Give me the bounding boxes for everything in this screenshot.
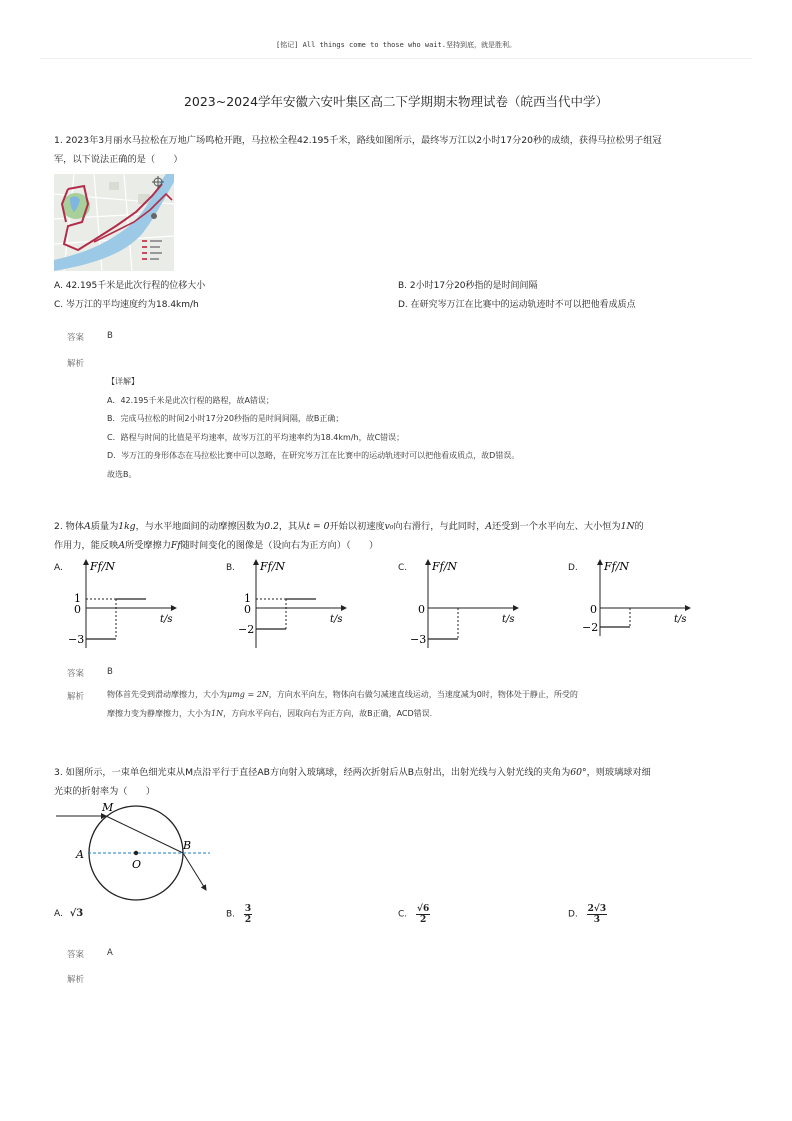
q1-stem-line2: 军，以下说法正确的是（ ） <box>54 154 183 165</box>
q2-graph-c-y-axis-label: Ff/N <box>432 560 458 573</box>
q1-detail-line: D．岑万江的身形体态在马拉松比赛中可以忽略，在研究岑万江在比赛中的运动轨迹时可以把他看成质点，故D错误。 <box>107 451 520 460</box>
q1-analysis-label: 解析 <box>67 359 85 369</box>
q1-option-d[interactable]: D. 在研究岑万江在比赛中的运动轨迹时不可以把他看成质点 <box>398 300 636 310</box>
q3-label-b: B <box>183 839 192 852</box>
q2-analysis-line1: 物体首先受到滑动摩擦力，大小为μmg = 2N，方向水平向左，物体向右做匀减速直线运动，当速度减为0时，物体处于静止，所受的 <box>107 690 578 699</box>
q1-detail-line: 故选B。 <box>107 469 137 479</box>
q1-stem-line1: 1. 2023年3月丽水马拉松在万地广场鸣枪开跑，马拉松全程42.195千米，路线如图所示，最终岑万江以2小时17分20秒的成绩，获得马拉松男子组冠 <box>54 135 662 146</box>
q3-option-b[interactable]: B. $\frac{3}{2}$ <box>226 904 252 925</box>
q2-graph-d-x-axis-label: t/s <box>674 614 687 625</box>
q2-graph-a-x-axis-label: t/s <box>160 614 173 625</box>
q2-graph-d-tick-zero: 0 <box>590 603 597 616</box>
q2-graph-a-tick-zero: 0 <box>74 603 81 616</box>
q3-option-a[interactable]: A. √3 <box>54 908 84 919</box>
q3-option-d-fraction: $\frac{2√3}{3}$ <box>587 904 607 925</box>
q2-graph-a-tick-neg: −3 <box>68 633 85 646</box>
q3-stem-line2: 光束的折射率为（ ） <box>54 786 156 797</box>
q2-answer-value: B <box>107 667 113 677</box>
q1-marathon-map-image <box>54 174 174 271</box>
q2-graph-b-y-axis-label: Ff/N <box>260 560 286 573</box>
q1-answer-label: 答案 <box>67 333 85 343</box>
q1-option-a[interactable]: A. 42.195千米是此次行程的位移大小 <box>54 281 206 291</box>
q2-graph-d-y-axis-label: Ff/N <box>604 560 630 573</box>
q2-graph-a-tick-pos: 1 <box>74 592 81 605</box>
q2-graph-d-tick-neg: −2 <box>582 621 599 634</box>
q2-graph-b <box>240 556 352 652</box>
q3-option-c-fraction: $\frac{√6}{2}$ <box>417 904 430 925</box>
q3-stem <box>54 763 754 801</box>
q2-option-c[interactable]: C. <box>398 563 408 573</box>
q1-detail <box>107 373 747 484</box>
q2-analysis-label: 解析 <box>67 692 85 702</box>
page-title: 2023~2024学年安徽六安叶集区高二下学期期末物理试卷（皖西当代中学） <box>183 94 609 109</box>
q2-analysis <box>107 686 747 723</box>
q2-graph-c-x-axis-label: t/s <box>502 614 515 625</box>
q3-option-d[interactable]: D. $\frac{2√3}{3}$ <box>568 904 607 925</box>
q2-option-b[interactable]: B. <box>226 563 236 573</box>
q2-stem <box>54 517 754 555</box>
q1-option-c[interactable]: C. 岑万江的平均速度约为18.4km/h <box>54 300 199 310</box>
q3-glass-sphere-diagram <box>54 800 214 902</box>
q2-stem-line1: 2. 物体A质量为1kg，与水平地面间的动摩擦因数为0.2，其从t = 0开始以初速度v₀向右滑行，与此同时，A还受到一个水平向左、大小恒为1N的 <box>54 521 644 532</box>
q1-detail-line: B．完成马拉松的时间2小时17分20秒指的是时间间隔，故B正确； <box>107 414 344 423</box>
q2-graph-c-tick-zero: 0 <box>418 603 425 616</box>
q2-option-a[interactable]: A. <box>54 563 63 573</box>
q1-stem <box>54 131 754 169</box>
q3-option-b-fraction: $\frac{3}{2}$ <box>244 904 252 925</box>
q3-label-o: O <box>132 858 142 871</box>
q2-option-d[interactable]: D. <box>568 563 578 573</box>
q2-analysis-line2: 摩擦力变为静摩擦力，大小为1N，方向水平向右，因取向右为正方向，故B正确，ACD错误. <box>107 708 433 718</box>
q2-graph-b-tick-neg: −2 <box>238 623 255 636</box>
q3-label-a: A <box>76 848 84 861</box>
header-divider <box>40 58 752 59</box>
q1-detail-title: 【详解】 <box>107 377 139 386</box>
q3-stem-line1: 3. 如图所示，一束单色细光束从M点沿平行于直径AB方向射入玻璃球，经两次折射后从B点射出，出射光线与入射光线的夹角为60°，则玻璃球对细 <box>54 767 651 778</box>
q2-graph-b-tick-zero: 0 <box>244 603 251 616</box>
q2-graph-c-tick-neg: −3 <box>410 633 427 646</box>
q3-answer-value: A <box>107 948 113 958</box>
q2-stem-line2: 作用力，能反映A所受摩擦力Ff随时间变化的图像是（设向右为正方向）（ ） <box>54 540 379 551</box>
q2-graph-b-tick-pos: 1 <box>244 592 251 605</box>
q2-graph-b-x-axis-label: t/s <box>330 614 343 625</box>
header-motto: [铭记] All things come to those who wait.坚持到底，就是胜利。 <box>276 41 516 49</box>
q2-graph-a-y-axis-label: Ff/N <box>90 560 116 573</box>
q2-graph-c <box>412 556 524 652</box>
q1-detail-line: A．42.195千米是此次行程的路程，故A错误； <box>107 395 274 405</box>
q1-answer-value: B <box>107 331 113 341</box>
q3-option-a-value: √3 <box>69 908 84 919</box>
q3-option-c[interactable]: C. $\frac{√6}{2}$ <box>398 904 430 925</box>
q1-option-b[interactable]: B. 2小时17分20秒指的是时间间隔 <box>398 281 538 291</box>
q2-answer-label: 答案 <box>67 669 85 679</box>
q3-answer-label: 答案 <box>67 950 85 960</box>
q3-label-m: M <box>102 801 114 814</box>
q3-analysis-label: 解析 <box>67 975 85 985</box>
q2-graph-d <box>584 556 696 652</box>
q2-graph-a <box>70 556 182 652</box>
q1-detail-line: C．路程与时间的比值是平均速率，故岑万江的平均速率约为18.4km/h，故C错误； <box>107 432 405 442</box>
